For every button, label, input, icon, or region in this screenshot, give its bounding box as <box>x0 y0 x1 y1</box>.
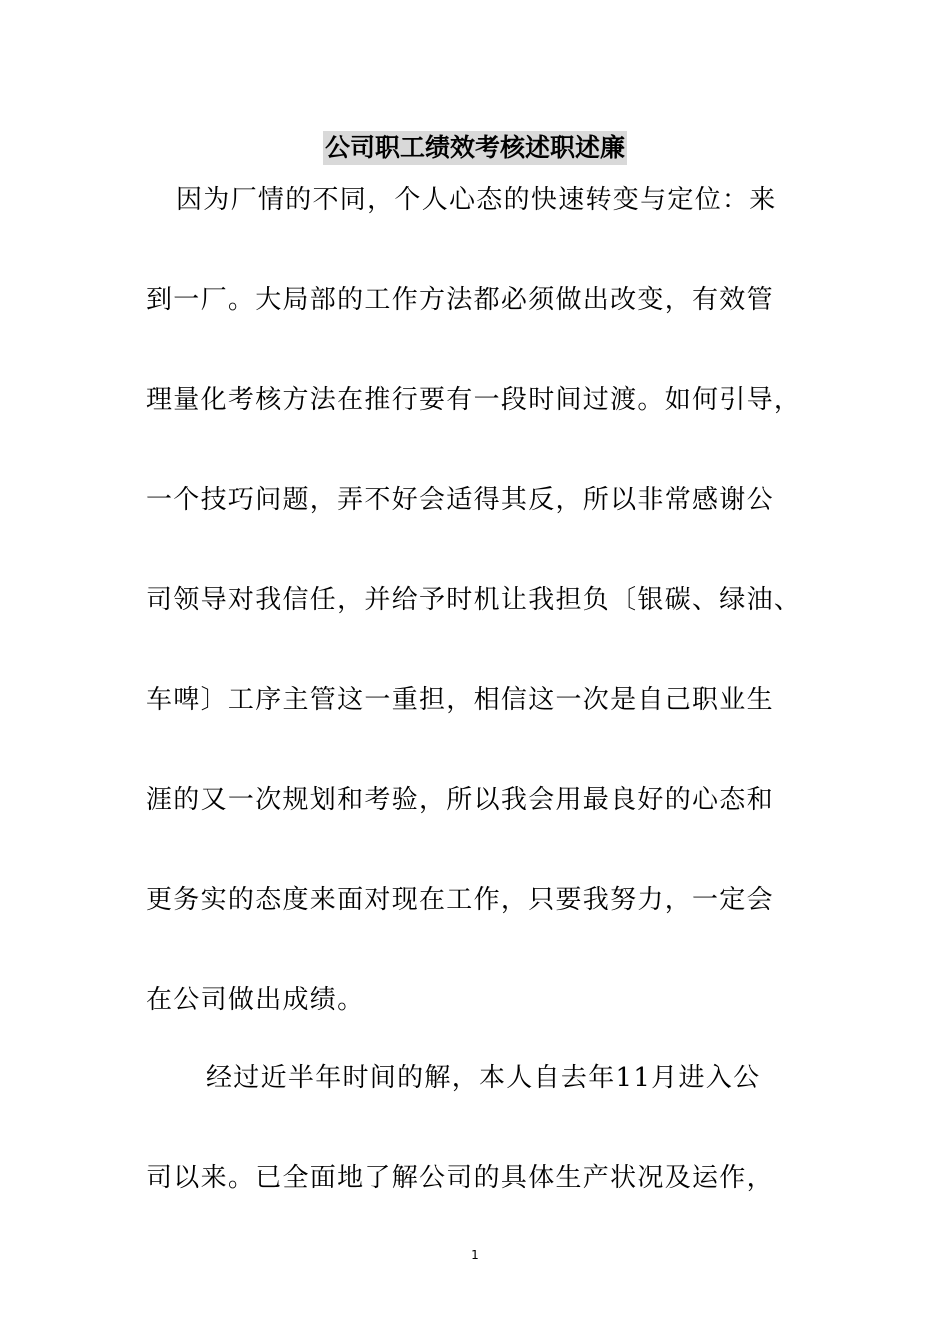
text-line: 更务实的态度来面对现在工作，只要我努力，一定会 <box>146 885 774 915</box>
text-line: 理量化考核方法在推行要有一段时间过渡。如何引导， <box>146 385 802 415</box>
text-line: 涯的又一次规划和考验，所以我会用最良好的心态和 <box>146 785 774 815</box>
text-line: 司以来。已全面地了解公司的具体生产状况及运作， <box>146 1163 774 1193</box>
title-container <box>0 131 950 165</box>
document-title: 公司职工绩效考核述职述廉 <box>323 131 627 165</box>
text-line: 司领导对我信任，并给予时机让我担负〔银碳、绿油、 <box>146 585 802 615</box>
text-line: 经过近半年时间的解，本人自去年11月进入公 <box>206 1063 761 1093</box>
page-number: 1 <box>471 1248 479 1262</box>
text-line: 车啤〕工序主管这一重担，相信这一次是自己职业生 <box>146 685 774 715</box>
text-line: 一个技巧问题，弄不好会适得其反，所以非常感谢公 <box>146 485 774 515</box>
text-line: 因为厂情的不同，个人心态的快速转变与定位：来 <box>176 185 777 215</box>
text-line: 到一厂。大局部的工作方法都必须做出改变，有效管 <box>146 285 774 315</box>
text-line: 在公司做出成绩。 <box>146 985 365 1015</box>
